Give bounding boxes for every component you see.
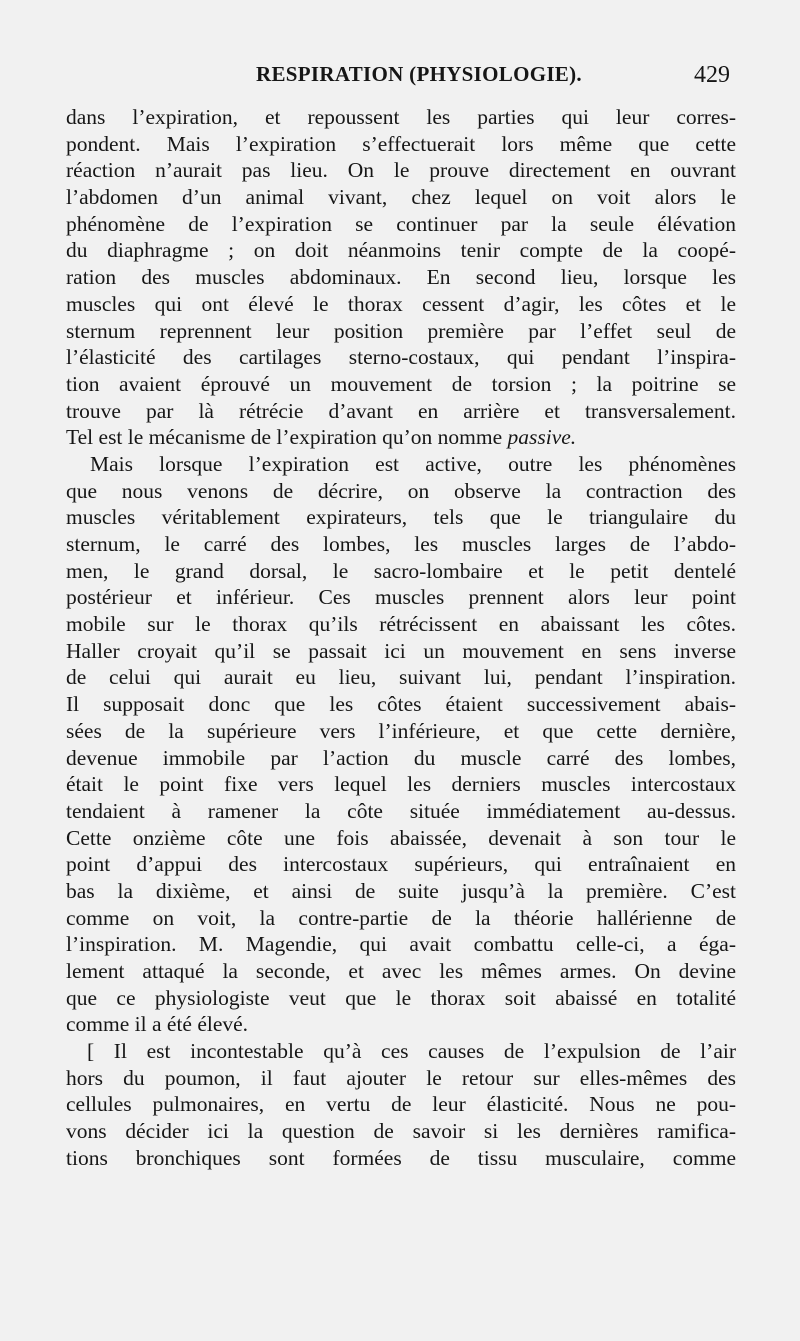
- text-line: [66, 424, 736, 451]
- text-line: hors du poumon, il faut ajouter le retour sur elles-mêmes des: [66, 1065, 736, 1090]
- text-line: comme on voit, la contre-partie de la théorie hallérienne de: [66, 905, 736, 930]
- text-line: que nous venons de décrire, on observe la contraction des: [66, 478, 736, 503]
- italic-word: passive.: [507, 425, 577, 450]
- text-line: tendaient à ramener la côte située immédiatement au-dessus.: [66, 798, 736, 823]
- text-line: sternum, le carré des lombes, les muscles larges de l’abdo-: [66, 532, 736, 556]
- text-line: du diaphragme ; on doit néanmoins tenir compte de la coopé-: [66, 238, 736, 263]
- text-line: pondent. Mais l’expiration s’effectuerait lors même que cette: [66, 131, 736, 156]
- text-line: ration des muscles abdominaux. En second lieu, lorsque les: [66, 265, 736, 290]
- text-line: men, le grand dorsal, le sacro-lombaire et le petit dentelé: [66, 558, 736, 583]
- text-line: dans l’expiration, et repoussent les parties qui leur corres-: [66, 105, 736, 129]
- text-line: muscles qui ont élevé le thorax cessent d’agir, les côtes et le: [66, 291, 736, 316]
- text-line: tions bronchiques sont formées de tissu musculaire, comme: [66, 1145, 736, 1170]
- text-line: était le point fixe vers lequel les derniers muscles intercostaux: [66, 772, 736, 797]
- text-line: comme il a été élevé.: [66, 1012, 249, 1037]
- text-line: que ce physiologiste veut que le thorax soit abaissé en totalité: [66, 985, 736, 1010]
- text-line: Mais lorsque l’expiration est active, outre les phénomènes: [90, 451, 736, 476]
- text-line: cellules pulmonaires, en vertu de leur élasticité. Nous ne pou-: [66, 1092, 736, 1117]
- text-line: vons décider ici la question de savoir si les dernières ramifica-: [66, 1119, 736, 1144]
- text-line: bas la dixième, et ainsi de suite jusqu’à la première. C’est: [66, 878, 736, 903]
- text-line: muscles véritablement expirateurs, tels que le triangulaire du: [66, 505, 736, 530]
- text-line: sées de la supérieure vers l’inférieure, et que cette dernière,: [66, 718, 736, 743]
- text-line: l’élasticité des cartilages sterno-costaux, qui pendant l’inspira-: [66, 345, 736, 370]
- text-line: Haller croyait qu’il se passait ici un mouvement en sens inverse: [66, 638, 736, 663]
- text-line: [ Il est incontestable qu’à ces causes de l’expulsion de l’air: [87, 1039, 736, 1064]
- page-header: [66, 62, 736, 102]
- text-line: l’abdomen d’un animal vivant, chez lequel on voit alors le: [66, 185, 736, 210]
- running-title: RESPIRATION (PHYSIOLOGIE).: [256, 62, 582, 86]
- text-line: phénomène de l’expiration se continuer par la seule élévation: [66, 211, 736, 236]
- text-line: lement attaqué la seconde, et avec les mêmes armes. On devine: [66, 959, 736, 983]
- text-line: Il supposait donc que les côtes étaient successivement abais-: [66, 692, 736, 717]
- text-line: postérieur et inférieur. Ces muscles prennent alors leur point: [66, 585, 736, 610]
- text-line: mobile sur le thorax qu’ils rétrécissent en abaissant les côtes.: [66, 612, 736, 637]
- text-line: réaction n’aurait pas lieu. On le prouve directement en ouvrant: [66, 158, 736, 183]
- text-line: Cette onzième côte une fois abaissée, devenait à son tour le: [66, 825, 736, 850]
- text-line: tion avaient éprouvé un mouvement de torsion ; la poitrine se: [66, 371, 736, 396]
- text-line: point d’appui des intercostaux supérieurs, qui entraînaient en: [66, 852, 736, 877]
- text-line: de celui qui aurait eu lieu, suivant lui, pendant l’inspiration.: [66, 665, 736, 690]
- page-number: 429: [694, 62, 730, 88]
- text-line-part: Tel est le mécanisme de l’expiration qu’on nomme: [66, 425, 503, 450]
- page-body: [66, 104, 736, 1172]
- text-line: devenue immobile par l’action du muscle carré des lombes,: [66, 745, 736, 770]
- text-line: sternum reprennent leur position première par l’effet seul de: [66, 318, 736, 343]
- text-line: l’inspiration. M. Magendie, qui avait combattu celle-ci, a éga-: [66, 932, 736, 957]
- text-line: trouve par là rétrécie d’avant en arrière et transversalement.: [66, 398, 736, 423]
